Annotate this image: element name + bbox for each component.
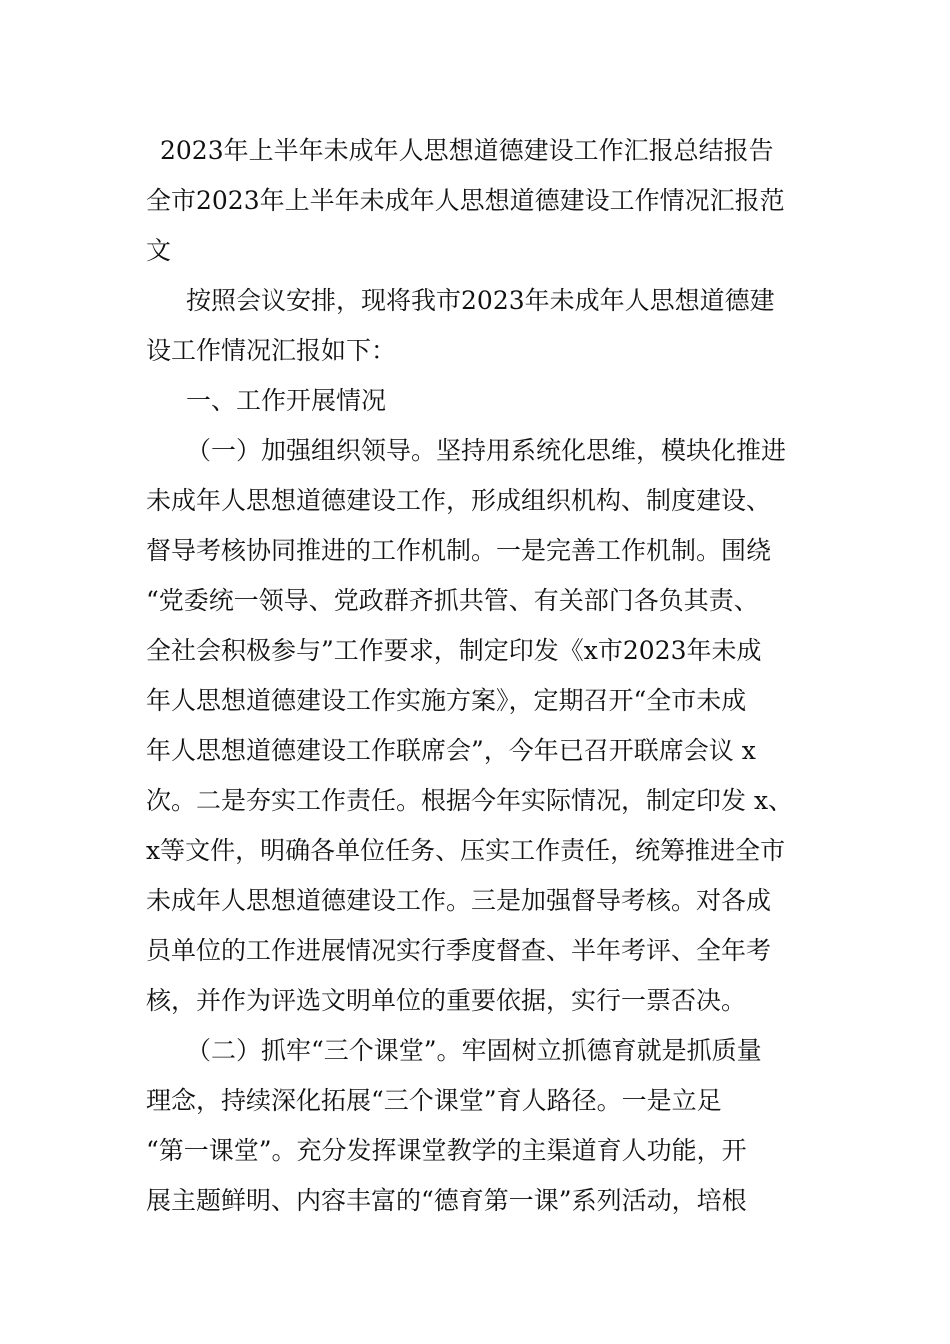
- subtitle-line: 全市2023年上半年未成年人思想道德建设工作情况汇报范: [146, 186, 785, 215]
- paragraph-line: 全社会积极参与”工作要求，制定印发《x市2023年未成: [146, 636, 762, 665]
- paragraph-intro-line: 按照会议安排，现将我市2023年未成年人思想道德建: [186, 286, 775, 315]
- document-subtitle: [146, 176, 826, 276]
- paragraph-line: “党委统一领导、党政群齐抓共管、有关部门各负其责、: [146, 586, 759, 615]
- paragraph-line: 展主题鲜明、内容丰富的“德育第一课”系列活动，培根: [146, 1186, 747, 1215]
- paragraph-line: 未成年人思想道德建设工作。三是加强督导考核。对各成: [146, 886, 772, 915]
- section-heading: 一、工作开展情况: [186, 386, 387, 415]
- document-title: 2023年上半年未成年人思想道德建设工作汇报总结报告: [160, 136, 774, 165]
- subtitle-line: 文: [146, 236, 172, 265]
- paragraph-line: 理念，持续深化拓展“三个课堂”育人路径。一是立足: [146, 1086, 722, 1115]
- document-body: [146, 276, 826, 1226]
- paragraph-line: 年人思想道德建设工作实施方案》，定期召开“全市未成: [146, 686, 747, 715]
- paragraph-line: （一）加强组织领导。坚持用系统化思维，模块化推进: [186, 436, 787, 465]
- paragraph-line: 次。二是夯实工作责任。根据今年实际情况，制定印发 x、: [146, 786, 794, 815]
- paragraph-line: 核，并作为评选文明单位的重要依据，实行一票否决。: [146, 986, 747, 1015]
- paragraph-line: “第一课堂”。充分发挥课堂教学的主渠道育人功能，开: [146, 1136, 747, 1165]
- paragraph-line: 年人思想道德建设工作联席会”，今年已召开联席会议 x: [146, 736, 756, 765]
- paragraph-line: （二）抓牢“三个课堂”。牢固树立抓德育就是抓质量: [186, 1036, 762, 1065]
- paragraph-line: 员单位的工作进展情况实行季度督查、半年考评、全年考: [146, 936, 772, 965]
- paragraph-intro-line: 设工作情况汇报如下：: [146, 336, 397, 365]
- paragraph-line: 未成年人思想道德建设工作，形成组织机构、制度建设、: [146, 486, 772, 515]
- paragraph-line: x等文件，明确各单位任务、压实工作责任，统筹推进全市: [146, 836, 786, 865]
- paragraph-line: 督导考核协同推进的工作机制。一是完善工作机制。围绕: [146, 536, 772, 565]
